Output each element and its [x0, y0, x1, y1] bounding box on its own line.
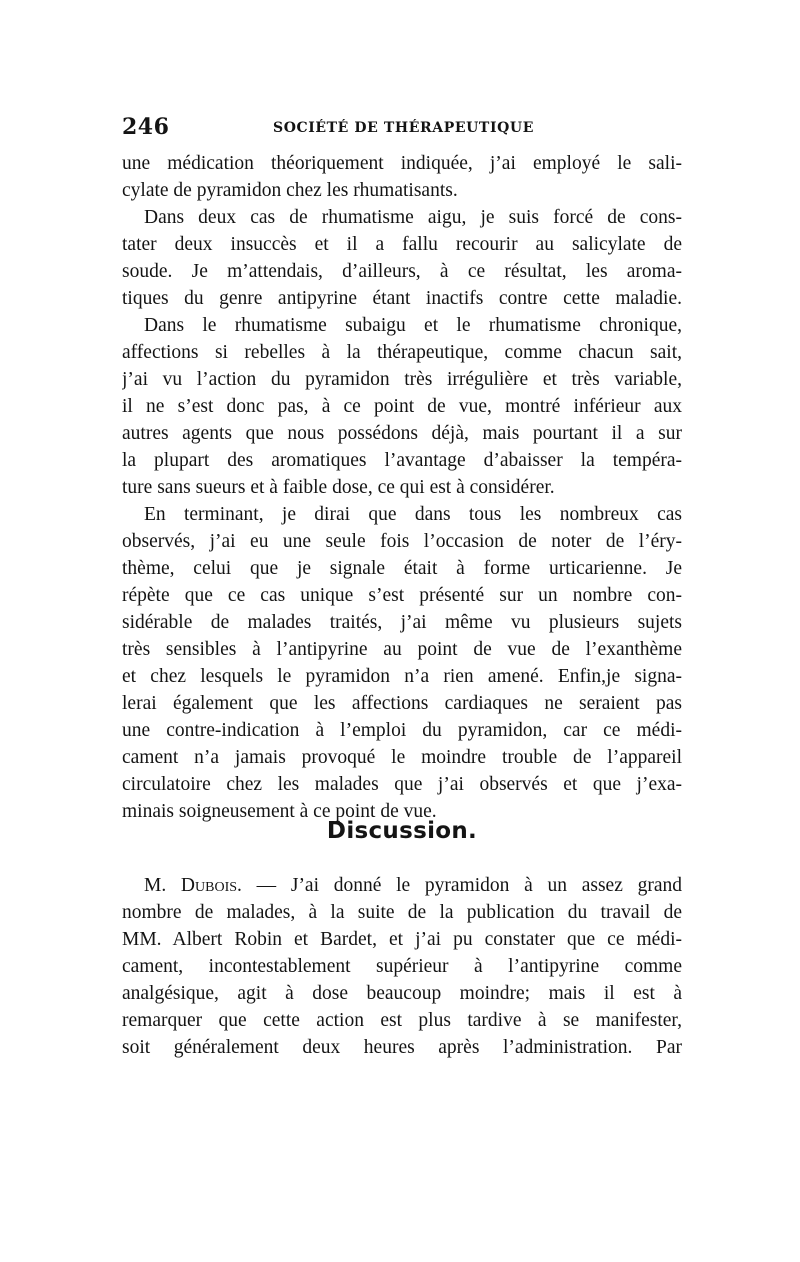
text-line: sidérable de malades traités, j’ai même vu plusieurs sujets	[122, 612, 682, 633]
text-line: circulatoire chez les malades que j’ai observés et que j’exa-	[122, 774, 682, 795]
text-line: MM. Albert Robin et Bardet, et j’ai pu constater que ce médi-	[122, 929, 682, 950]
text-line: une contre-indication à l’emploi du pyramidon, car ce médi-	[122, 720, 682, 741]
text-line: soit généralement deux heures après l’administration. Par	[122, 1037, 682, 1058]
text-line: la plupart des aromatiques l’avantage d’abaisser la tempéra-	[122, 450, 682, 471]
text-line: cylate de pyramidon chez les rhumatisants.	[122, 180, 458, 201]
text-line: ture sans sueurs et à faible dose, ce qui est à considérer.	[122, 477, 555, 498]
text-line: thème, celui que je signale était à forme urticarienne. Je	[122, 558, 682, 579]
body-text	[122, 150, 682, 825]
text-line: soude. Je m’attendais, d’ailleurs, à ce résultat, les aroma-	[122, 261, 682, 282]
text-line: minais soigneusement à ce point de vue.	[122, 801, 437, 822]
discussion-text	[122, 872, 682, 1061]
discussion-first-line	[122, 872, 682, 899]
text-line: En terminant, je dirai que dans tous les nombreux cas	[144, 504, 682, 525]
text-line: Dans le rhumatisme subaigu et le rhumatisme chronique,	[144, 315, 682, 336]
text-line: j’ai vu l’action du pyramidon très irrégulière et très variable,	[122, 369, 682, 390]
text-line: tater deux insuccès et il a fallu recourir au salicylate de	[122, 234, 682, 255]
text-line: analgésique, agit à dose beaucoup moindre; mais il est à	[122, 983, 682, 1004]
text-line: autres agents que nous possédons déjà, mais pourtant il a sur	[122, 423, 682, 444]
text-line: cament n’a jamais provoqué le moindre trouble de l’appareil	[122, 747, 682, 768]
text-line: lerai également que les affections cardiaques ne seraient pas	[122, 693, 682, 714]
text-line: et chez lesquels le pyramidon n’a rien amené. Enfin,je signa-	[122, 666, 682, 687]
text-line: Dans deux cas de rhumatisme aigu, je suis forcé de cons-	[144, 207, 682, 228]
section-heading: Discussion.	[326, 818, 478, 844]
speaker-name: M. Dubois.	[144, 875, 242, 896]
text-line: tiques du genre antipyrine étant inactifs contre cette maladie.	[122, 288, 682, 309]
page-number: 246	[122, 114, 170, 140]
discussion-first-line-text: — J’ai donné le pyramidon à un assez grand	[241, 875, 682, 896]
text-line: observés, j’ai eu une seule fois l’occasion de noter de l’éry-	[122, 531, 682, 552]
text-line: il ne s’est donc pas, à ce point de vue, montré inférieur aux	[122, 396, 682, 417]
text-line: nombre de malades, à la suite de la publication du travail de	[122, 902, 682, 923]
text-line: cament, incontestablement supérieur à l’antipyrine comme	[122, 956, 682, 977]
text-line: affections si rebelles à la thérapeutique, comme chacun sait,	[122, 342, 682, 363]
text-line: une médication théoriquement indiquée, j’ai employé le sali-	[122, 153, 682, 174]
running-header	[122, 114, 682, 144]
text-line: répète que ce cas unique s’est présenté sur un nombre con-	[122, 585, 682, 606]
text-line: remarquer que cette action est plus tardive à se manifester,	[122, 1010, 682, 1031]
running-title: SOCIÉTÉ DE THÉRAPEUTIQUE	[273, 120, 534, 136]
text-line: très sensibles à l’antipyrine au point de vue de l’exanthème	[122, 639, 682, 660]
